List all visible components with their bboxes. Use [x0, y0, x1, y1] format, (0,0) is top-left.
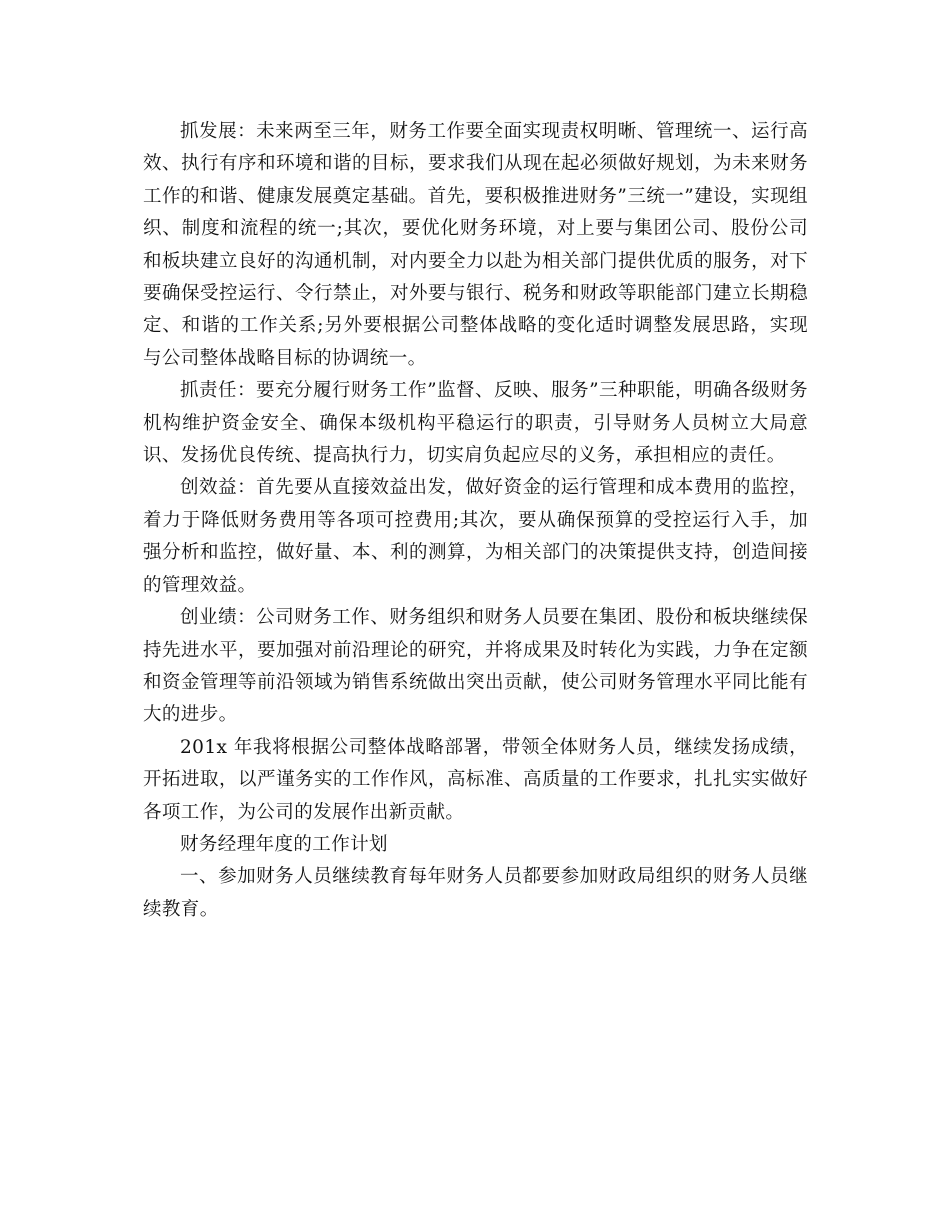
section-title: 财务经理年度的工作计划: [180, 833, 388, 855]
paragraph-development: 抓发展：未来两至三年，财务工作要全面实现责权明晰、管理统一、运行高效、执行有序和环境和谐的目标，要求我们从现在起必须做好规划，为未来财务工作的和谐、健康发展奠定基础。首先，要积极推进财务”三统一”建设，实现组织、制度和流程的统一;其次，要优化财务环境，对上要与集团公司、股份公司和板块建立良好的沟通机制，对内要全力以赴为相关部门提供优质的服务，对下要确保受控运行、令行禁止，对外要与银行、税务和财政等职能部门建立长期稳定、和谐的工作关系;另外要根据公司整体战略的变化适时调整发展思路，实现与公司整体战略目标的协调统一。: [143, 121, 808, 369]
paragraph-year-plan: 201x 年我将根据公司整体战略部署，带领全体财务人员，继续发扬成绩，开拓进取，以严谨务实的工作作风，高标准、高质量的工作要求，扎扎实实做好各项工作，为公司的发展作出新贡献。: [143, 736, 808, 823]
paragraph-responsibility: 抓责任：要充分履行财务工作”监督、反映、服务”三种职能，明确各级财务机构维护资金安全、确保本级机构平稳运行的职责，引导财务人员树立大局意识、发扬优良传统、提高执行力，切实肩负起应尽的义务，承担相应的责任。: [143, 380, 808, 467]
paragraph-performance: 创业绩：公司财务工作、财务组织和财务人员要在集团、股份和板块继续保持先进水平，要加强对前沿理论的研究，并将成果及时转化为实践，力争在定额和资金管理等前沿领域为销售系统做出突出贡献，使公司财务管理水平同比能有大的进步。: [143, 607, 808, 726]
document-body: [143, 116, 808, 926]
paragraph-education: 一、参加财务人员继续教育每年财务人员都要参加财政局组织的财务人员继续教育。: [143, 866, 808, 920]
paragraph-benefit: 创效益：首先要从直接效益出发，做好资金的运行管理和成本费用的监控，着力于降低财务费用等各项可控费用;其次，要从确保预算的受控运行入手，加强分析和监控，做好量、本、利的测算，为相关部门的决策提供支持，创造间接的管理效益。: [143, 477, 808, 596]
